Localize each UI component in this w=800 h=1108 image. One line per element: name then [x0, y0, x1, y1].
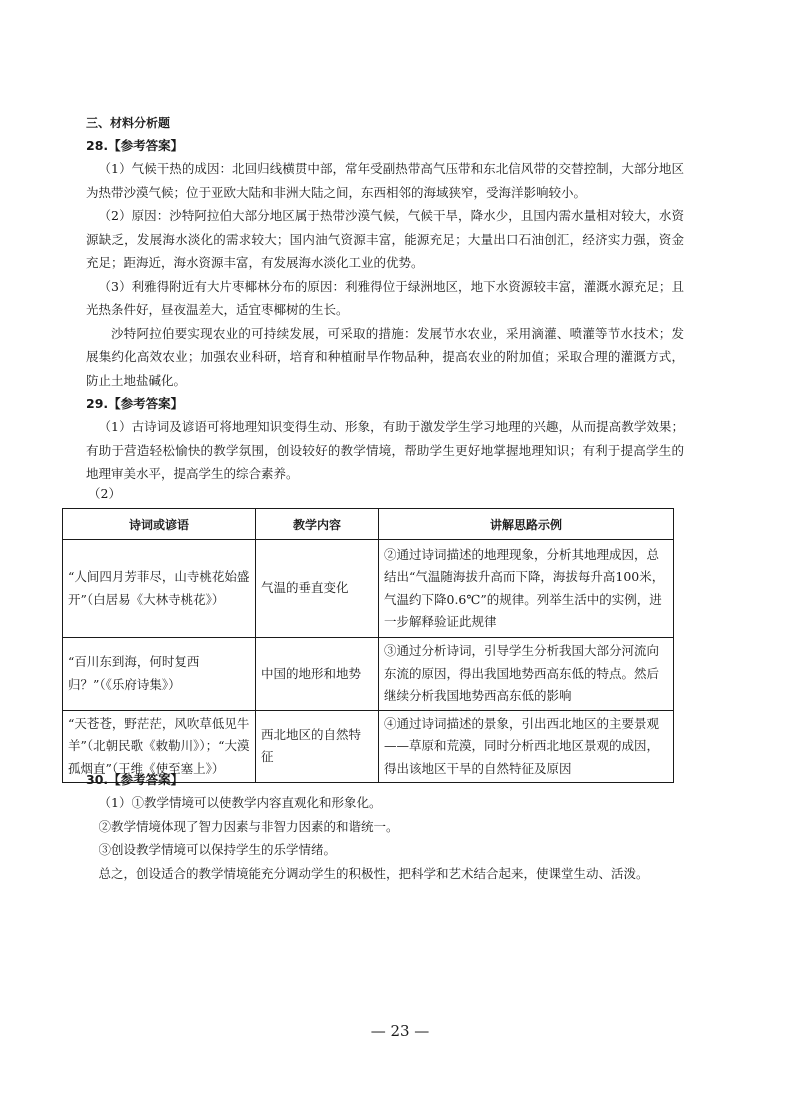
- cell-idea: ②通过诗词描述的地理现象，分析其地理成因，总结出“气温随海拔升高而下降，海拔每升高100米，气温约下降0.6℃”的规律。列举生活中的实例，进一步解释验证此规律: [379, 540, 674, 638]
- cell-poem: “百川东到海，何时复西归？”（《乐府诗集》）: [63, 638, 256, 711]
- q28-para-2: （2）原因：沙特阿拉伯大部分地区属于热带沙漠气候，气候干旱，降水少，且国内需水量相对较大，水资源缺乏，发展海水淡化的需求较大；国内油气资源丰富，能源充足；大量出口石油创汇，经济实力强，资金充足；距海近，海水资源丰富，有发展海水淡化工业的优势。: [86, 208, 684, 270]
- cell-content: 中国的地形和地势: [256, 638, 379, 711]
- q30-line-4: 总之，创设适合的教学情境能充分调动学生的积极性，把科学和艺术结合起来，使课堂生动、活泼。: [98, 865, 649, 881]
- col-header-content: 教学内容: [256, 509, 379, 540]
- q30-line-2: ②教学情境体现了智力因素与非智力因素的和谐统一。: [98, 818, 399, 834]
- col-header-poem: 诗词或谚语: [63, 509, 256, 540]
- cell-content: 气温的垂直变化: [256, 540, 379, 638]
- cell-poem: “天苍苍，野茫茫，风吹草低见牛羊”（北朝民歌《敕勒川》）；“大漠孤烟直”（王维《使至塞上》）: [63, 710, 256, 783]
- table-row: [63, 540, 674, 638]
- q28-heading: 28.【参考答案】: [86, 138, 184, 153]
- cell-idea: ④通过诗词描述的景象，引出西北地区的主要景观——草原和荒漠，同时分析西北地区景观的成因，得出该地区干旱的自然特征及原因: [379, 710, 674, 783]
- section-title: 三、材料分析题: [86, 116, 171, 130]
- q30-block: [86, 768, 684, 885]
- q30-line-1: （1）①教学情境可以使教学内容直观化和形象化。: [98, 795, 382, 810]
- q28-para-1: （1）气候干热的成因：北回归线横贯中部，常年受副热带高气压带和东北信风带的交替控制，大部分地区为热带沙漠气候；位于亚欧大陆和非洲大陆之间，东西相邻的海域狭窄，受海洋影响较小。: [86, 161, 684, 200]
- cell-content: 西北地区的自然特征: [256, 710, 379, 783]
- table-header-row: [63, 509, 674, 540]
- q28-para-4: 沙特阿拉伯要实现农业的可持续发展，可采取的措施：发展节水农业，采用滴灌、喷灌等节水技术；发展集约化高效农业；加强农业科研，培育和种植耐旱作物品种，提高农业的附加值；采取合理的灌溉方式，防止土地盐碱化。: [86, 325, 684, 388]
- page-number: — 23 —: [370, 1022, 430, 1040]
- answer-page: [86, 112, 684, 486]
- table-row: [63, 638, 674, 711]
- q29-para-1: （1）古诗词及谚语可将地理知识变得生动、形象，有助于激发学生学习地理的兴趣，从而提高教学效果；有助于营造轻松愉快的教学氛围，创设较好的教学情境，帮助学生更好地掌握地理知识；有利于提高学生的地理审美水平，提高学生的综合素养。: [86, 419, 684, 481]
- cell-poem: “人间四月芳菲尽，山寺桃花始盛开”（白居易《大林寺桃花》）: [63, 540, 256, 638]
- cell-idea: ③通过分析诗词，引导学生分析我国大部分河流向东流的原因，得出我国地势西高东低的特点。然后继续分析我国地势西高东低的影响: [379, 638, 674, 711]
- q30-line-3: ③创设教学情境可以保持学生的乐学情绪。: [98, 842, 337, 857]
- col-header-idea: 讲解思路示例: [379, 509, 674, 540]
- q28-para-3: （3）利雅得附近有大片枣椰林分布的原因：利雅得位于绿洲地区，地下水资源较丰富，灌溉水源充足；且光热条件好，昼夜温差大，适宜枣椰树的生长。: [86, 278, 684, 317]
- q29-part-2-label: （2）: [88, 486, 121, 501]
- q30-heading: 30.【参考答案】: [86, 772, 184, 787]
- q29-heading: 29.【参考答案】: [86, 396, 184, 411]
- teaching-table: [62, 508, 674, 783]
